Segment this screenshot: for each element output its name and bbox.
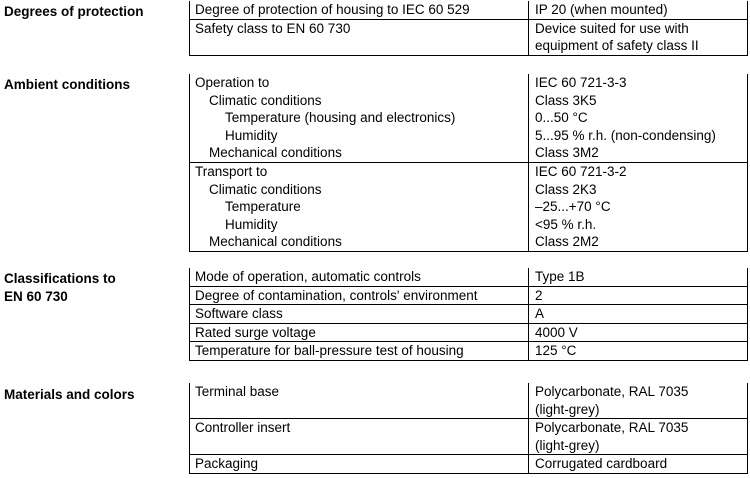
- spec-label: Software class: [190, 305, 529, 323]
- spec-label: Temperature (housing and electronics): [190, 109, 529, 127]
- section-title-classifications: [4, 270, 116, 306]
- spec-label: Rated surge voltage: [190, 324, 529, 342]
- transport-group: [190, 162, 747, 251]
- table-row: [190, 341, 747, 360]
- spec-value: IEC 60 721-3-3: [535, 75, 627, 90]
- spec-value: 2: [535, 287, 543, 303]
- spec-value: Class 3M2: [535, 145, 599, 161]
- table-row: [190, 323, 747, 342]
- spec-label: Humidity: [190, 216, 529, 234]
- section-title-protection: Degrees of protection: [4, 4, 144, 19]
- table-row: [190, 286, 747, 305]
- spec-label: Transport to: [190, 163, 529, 181]
- table-row: [190, 1, 747, 19]
- spec-value: Class 3K5: [535, 92, 597, 108]
- spec-label: Degree of protection of housing to IEC 60 529: [190, 1, 529, 19]
- spec-value: Corrugated cardboard: [535, 456, 668, 472]
- spec-value: IP 20 (when mounted): [535, 2, 668, 17]
- spec-label: Packaging: [190, 455, 529, 473]
- spec-label: Temperature: [190, 198, 529, 216]
- section-title-ambient: Ambient conditions: [4, 77, 130, 92]
- section-title-materials: Materials and colors: [4, 387, 135, 402]
- spec-value: <95 % r.h.: [535, 216, 597, 232]
- spec-value: –25...+70 °C: [535, 199, 611, 215]
- table-row: [190, 268, 747, 286]
- spec-label: Humidity: [190, 127, 529, 145]
- ambient-table: [189, 74, 748, 252]
- spec-label: Safety class to EN 60 730: [190, 20, 529, 38]
- spec-label: Mechanical conditions: [190, 233, 529, 251]
- spec-label: Temperature for ball-pressure test of housing: [190, 342, 529, 360]
- spec-value: Polycarbonate, RAL 7035: [535, 420, 689, 436]
- spec-value: 125 °C: [535, 343, 577, 359]
- classifications-table: [189, 268, 748, 361]
- spec-label: Degree of contamination, controls' environment: [190, 287, 529, 305]
- spec-value: 0...50 °C: [535, 110, 588, 126]
- spec-value-cont: (light-grey): [535, 437, 600, 453]
- table-row: [190, 19, 747, 55]
- table-row: [190, 304, 747, 323]
- spec-value: A: [535, 306, 545, 322]
- spec-label: Operation to: [190, 74, 529, 92]
- protection-table: [189, 1, 748, 56]
- spec-value-cont: (light-grey): [535, 401, 600, 417]
- spec-label: Climatic conditions: [190, 181, 529, 199]
- spec-label: Mechanical conditions: [190, 144, 529, 162]
- section-title-line: Classifications to: [4, 271, 116, 286]
- table-row: [190, 418, 747, 454]
- spec-value: 4000 V: [535, 324, 578, 340]
- spec-value: Class 2M2: [535, 234, 599, 250]
- table-row: [190, 454, 747, 473]
- spec-value: Type 1B: [535, 269, 585, 284]
- spec-label: Climatic conditions: [190, 92, 529, 110]
- spec-label: Terminal base: [190, 383, 529, 401]
- spec-value: IEC 60 721-3-2: [535, 163, 627, 179]
- section-title-line: EN 60 730: [4, 289, 68, 304]
- spec-label: Controller insert: [190, 419, 529, 437]
- materials-table: [189, 383, 748, 474]
- spec-value: Class 2K3: [535, 181, 597, 197]
- spec-value-cont: equipment of safety class II: [535, 38, 699, 54]
- spec-value: Device suited for use with: [535, 20, 689, 36]
- spec-value: Polycarbonate, RAL 7035: [535, 384, 689, 399]
- operation-group: [190, 74, 747, 162]
- spec-label: Mode of operation, automatic controls: [190, 268, 529, 286]
- spec-value: 5...95 % r.h. (non-condensing): [535, 127, 716, 143]
- table-row: [190, 383, 747, 418]
